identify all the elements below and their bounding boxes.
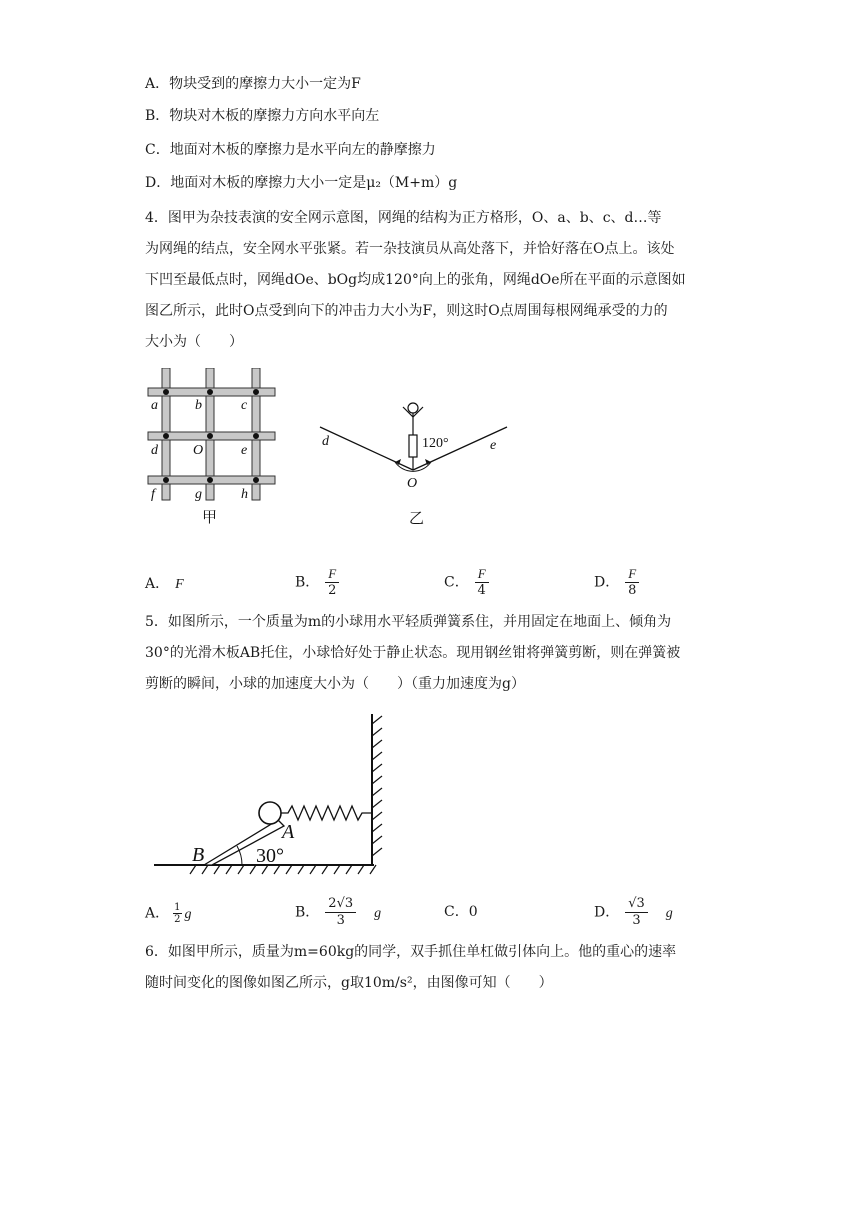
net-label-f: f	[151, 487, 155, 502]
q5-option-d	[594, 896, 673, 929]
figure-net-grid	[140, 368, 285, 528]
q5-option-b-prefix: B．	[295, 904, 320, 921]
q4-option-d-numerator: F	[625, 566, 639, 583]
rope-label-e: e	[490, 438, 497, 453]
net-label-a: a	[151, 398, 158, 413]
q5-option-a-prefix: A．	[145, 905, 170, 922]
net-label-c: c	[241, 398, 248, 413]
q5-option-d-prefix: D．	[594, 904, 620, 921]
net-label-o: O	[193, 443, 204, 458]
caption-jia: 甲	[202, 510, 218, 526]
net-label-e: e	[241, 443, 248, 458]
q5-line-3: 剪断的瞬间，小球的加速度大小为（ ）（重力加速度为g）	[145, 676, 525, 692]
q6-stem	[145, 937, 715, 999]
q3-option-d: D．地面对木板的摩擦力大小一定是μ₂（M+m）g	[145, 175, 458, 191]
net-label-h: h	[241, 487, 248, 502]
q5-option-b	[295, 896, 381, 929]
q4-line-1: 4．图甲为杂技表演的安全网示意图，网绳的结构为正方格形，O、a、b、c、d…等	[145, 210, 662, 226]
q4-option-b-denominator: 2	[328, 583, 337, 598]
q5-option-d-denominator: 3	[632, 913, 641, 928]
q6-line-2: 随时间变化的图像如图乙所示，g取10m/s²，由图像可知（ ）	[145, 975, 553, 991]
q4-option-c-numerator: F	[475, 566, 489, 583]
figure-incline-spring	[150, 712, 390, 882]
q5-option-a-numerator: 1	[174, 902, 181, 913]
q5-stem	[145, 607, 715, 700]
net-label-d: d	[151, 443, 158, 458]
q5-option-a-denominator: 2	[174, 914, 181, 925]
rope-angle-label: 120°	[422, 436, 449, 451]
q4-line-2: 为网绳的结点，安全网水平张紧。若一杂技演员从高处落下，并恰好落在O点上。该处	[145, 241, 675, 257]
rope-label-d: d	[322, 434, 329, 449]
q5-option-b-numerator: 2√3	[325, 896, 356, 913]
q4-option-c	[444, 566, 489, 599]
q4-option-a	[145, 574, 184, 595]
q4-option-b-prefix: B．	[295, 574, 320, 591]
q5-option-a	[145, 902, 192, 925]
q4-option-a-prefix: A．	[145, 576, 170, 592]
q4-line-5: 大小为（ ）	[145, 334, 243, 350]
q5-option-d-g: g	[665, 905, 673, 921]
q4-option-a-value: F	[175, 577, 184, 592]
net-label-g: g	[195, 487, 202, 502]
figure-rope-side	[315, 395, 515, 530]
q4-option-b-numerator: F	[325, 566, 339, 583]
incline-label-a: A	[282, 821, 295, 843]
q5-option-d-numerator: √3	[625, 896, 648, 913]
q4-stem	[145, 203, 715, 358]
q3-option-a: A．物块受到的摩擦力大小一定为F	[145, 76, 361, 92]
q5-option-b-g: g	[374, 905, 382, 921]
q3-option-c: C．地面对木板的摩擦力是水平向左的静摩擦力	[145, 142, 436, 158]
q4-option-d	[594, 566, 639, 599]
q4-option-b	[295, 566, 339, 599]
q5-line-1: 5．如图所示，一个质量为m的小球用水平轻质弹簧系住，并用固定在地面上、倾角为	[145, 614, 672, 630]
rope-label-o: O	[407, 476, 418, 491]
q4-line-3: 下凹至最低点时，网绳dOe、bOg均成120°向上的张角，网绳dOe所在平面的示意图如	[145, 272, 686, 288]
q3-option-b: B．物块对木板的摩擦力方向水平向左	[145, 108, 380, 124]
q4-line-4: 图乙所示，此时O点受到向下的冲击力大小为F，则这时O点周围每根网绳承受的力的	[145, 303, 668, 319]
net-label-b: b	[195, 398, 202, 413]
q4-option-c-prefix: C．	[444, 574, 469, 591]
q4-option-d-prefix: D．	[594, 574, 620, 591]
q5-line-2: 30°的光滑木板AB托住，小球恰好处于静止状态。现用钢丝钳将弹簧剪断，则在弹簧被	[145, 645, 681, 661]
q4-option-c-denominator: 4	[477, 583, 486, 598]
q6-line-1: 6．如图甲所示，质量为m=60kg的同学，双手抓住单杠做引体向上。他的重心的速率	[145, 944, 677, 960]
q5-option-b-denominator: 3	[336, 913, 345, 928]
q5-option-c: C．0	[444, 904, 478, 920]
q5-option-a-g: g	[184, 906, 192, 922]
q4-option-d-denominator: 8	[628, 583, 637, 598]
caption-yi: 乙	[409, 511, 425, 527]
incline-angle-label: 30°	[256, 845, 284, 867]
incline-label-b: B	[192, 844, 205, 866]
